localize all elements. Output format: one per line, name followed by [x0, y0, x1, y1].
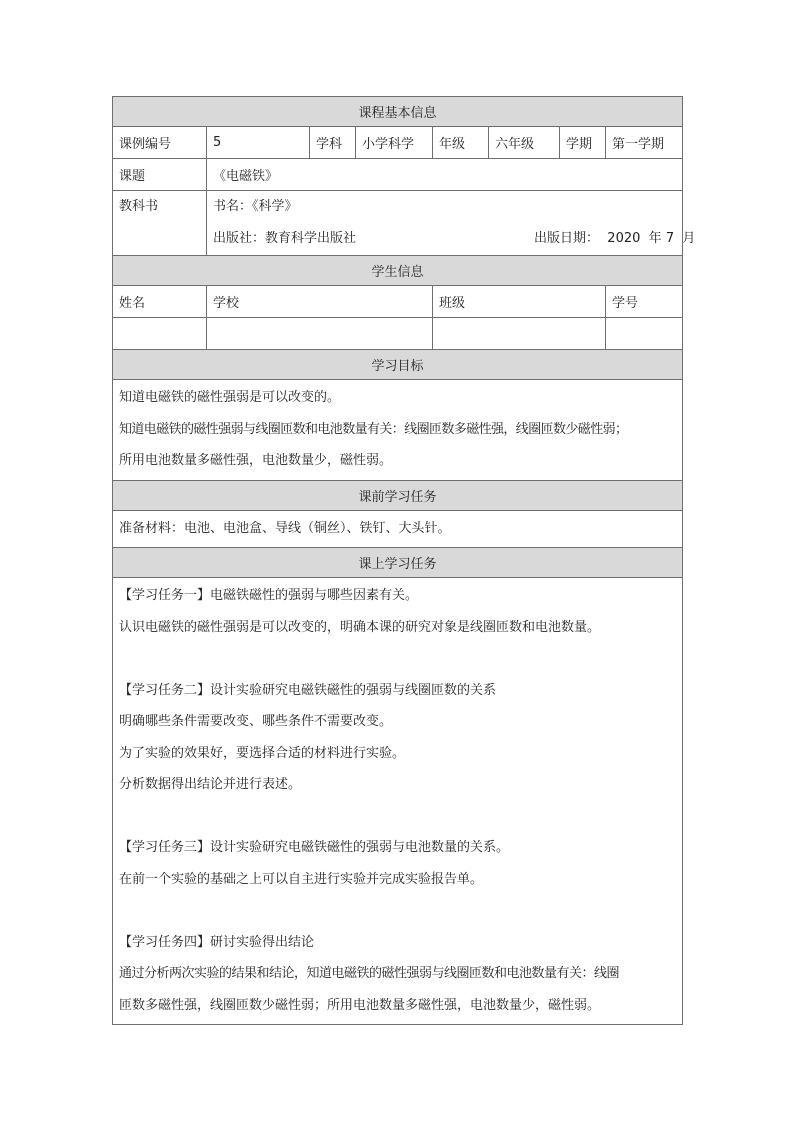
- task1-title: 【学习任务一】电磁铁磁性的强弱与哪些因素有关。: [119, 588, 419, 603]
- month-unit: 月: [682, 231, 696, 246]
- objectives-body: [113, 380, 683, 481]
- in-class-body: [113, 578, 683, 1025]
- term-label: 学期: [560, 127, 606, 159]
- in-class-header: 课上学习任务: [113, 548, 683, 578]
- spacer: [119, 895, 676, 927]
- publisher-line: [213, 223, 696, 255]
- pre-class-body: [113, 510, 683, 548]
- task2-line: 为了实验的效果好，要选择合适的材料进行实验。: [119, 745, 406, 761]
- grade-value: 六年级: [489, 127, 560, 159]
- pub-date-label: 出版日期：: [534, 231, 600, 246]
- topic-label: 课题: [113, 159, 207, 191]
- subject-value: 小学科学: [356, 127, 433, 159]
- objectives-header: 学习目标: [113, 350, 683, 380]
- year-unit: 年: [648, 231, 662, 246]
- name-label: 姓名: [113, 286, 207, 318]
- task2-line: 分析数据得出结论并进行表述。: [119, 777, 302, 792]
- textbook-label: 教科书: [113, 191, 207, 256]
- task2-title: 【学习任务二】设计实验研究电磁铁磁性的强弱与线圈匝数的关系: [119, 682, 497, 698]
- grade-label: 年级: [433, 127, 489, 159]
- topic-value: 《电磁铁》: [207, 159, 683, 191]
- objective-line: 知道电磁铁的磁性强弱与线圈匝数和电池数量有关：线圈匝数多磁性强，线圈匝数少磁性弱；: [119, 421, 628, 437]
- school-label: 学校: [207, 286, 433, 318]
- school-value-cell: [207, 318, 433, 350]
- task1-line: 认识电磁铁的磁性强弱是可以改变的，明确本课的研究对象是线圈匝数和电池数量。: [119, 619, 601, 635]
- task4-line: 通过分析两次实验的结果和结论，知道电磁铁的磁性强弱与线圈匝数和电池数量有关：线圈: [119, 966, 620, 981]
- subject-label: 学科: [310, 127, 356, 159]
- pub-month: 7: [665, 231, 675, 246]
- task3-title: 【学习任务三】设计实验研究电磁铁磁性的强弱与电池数量的关系。: [119, 840, 510, 855]
- basic-info-header: 课程基本信息: [113, 97, 683, 127]
- student-no-label: 学号: [606, 286, 683, 318]
- term-value: 第一学期: [606, 127, 683, 159]
- publisher: 出版社：教育科学出版社: [213, 231, 357, 246]
- spacer: [119, 801, 676, 833]
- lesson-info-table: [112, 96, 696, 1025]
- pub-year: 2020: [607, 231, 641, 246]
- task2-line: 明确哪些条件需要改变、哪些条件不需要改变。: [119, 714, 393, 729]
- book-name: 书名：《科学》: [213, 199, 298, 214]
- pre-class-header: 课前学习任务: [113, 480, 683, 510]
- textbook-details: [207, 191, 696, 256]
- lesson-no-value: 5: [207, 127, 310, 159]
- objective-line: 所用电池数量多磁性强，电池数量少，磁性弱。: [119, 453, 393, 468]
- name-value-cell: [113, 318, 207, 350]
- student-info-header: 学生信息: [113, 256, 683, 286]
- task3-line: 在前一个实验的基础之上可以自主进行实验并完成实验报告单。: [119, 871, 484, 887]
- class-label: 班级: [433, 286, 606, 318]
- task4-line: 匝数多磁性强，线圈匝数少磁性弱；所用电池数量多磁性强，电池数量少，磁性弱。: [119, 997, 601, 1013]
- lesson-no-label: 课例编号: [113, 127, 207, 159]
- spacer: [119, 643, 676, 675]
- task4-title: 【学习任务四】研讨实验得出结论: [119, 934, 315, 950]
- objective-line: 知道电磁铁的磁性强弱是可以改变的。: [119, 390, 341, 405]
- class-value-cell: [433, 318, 606, 350]
- student-no-value-cell: [606, 318, 683, 350]
- pre-class-text: 准备材料：电池、电池盒、导线（铜丝）、铁钉、大头针。: [119, 520, 451, 536]
